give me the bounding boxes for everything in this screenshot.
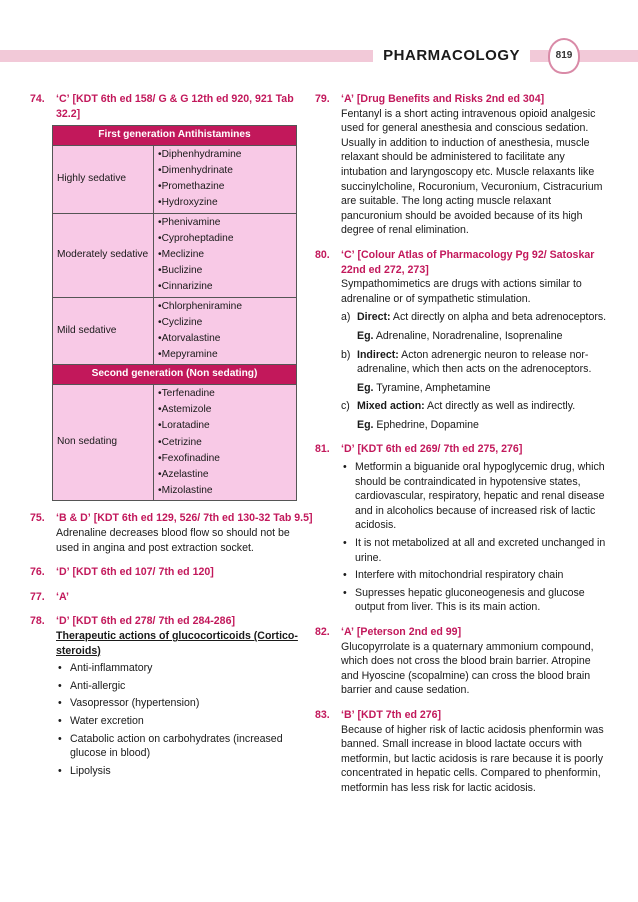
answer-text: Fentanyl is a short acting intravenous opioid analgesic used for general anesthesia and conscious sedation. Usually in addition to induction of anesthesia, muscle relaxant should be administered to facilitate any intubation and laryngoscopy etc. Muscle relaxants like succinylcholine, Rocuronium, Vecuronium, Cistracurium are suitable. The long acting muscle relaxant pancuronium should be avoided because of its high degree of renal elimination. [341,107,603,237]
question-number: 75. [30,512,45,525]
table-header-gen1: First generation Antihistamines [53,126,297,146]
drug-item: • Meclizine [158,247,292,263]
bullet-list [341,460,607,615]
drug-item: • Buclizine [158,263,292,279]
list-item: • Lipolysis [56,764,315,779]
eg-label: Eg. [357,329,374,342]
answer-key: ‘A’ [341,626,354,638]
drug-item: • Terfenadine [158,386,292,402]
question-74 [30,92,315,501]
question-number: 80. [315,248,330,261]
item-label: a) [341,311,351,324]
question-79 [315,92,607,238]
drug-item: • Cyclizine [158,315,292,331]
question-number: 83. [315,708,330,721]
drug-cell [154,385,297,501]
answer-key: ‘C’ [341,248,355,261]
drug-item: • Promethazine [158,179,292,195]
drug-item: • Dimenhydrinate [158,163,292,179]
item-text: Acton adrenergic neuron to release nor-adrenaline, which then acts on the adrenoceptors. [357,348,592,376]
table-row [53,145,297,213]
list-item: • Supresses hepatic gluconeogenesis and glucose output from liver. This is its main action. [341,586,607,615]
drug-item: • Chlorpheniramine [158,299,292,315]
answer-text: Adrenaline decreases blood flow so should not be used in angina and post extraction socket. [56,527,290,554]
eg-text: Tyramine, Amphetamine [373,381,491,394]
item-label: b) [341,348,351,361]
page-header [0,42,638,70]
drug-cell [154,145,297,213]
reference: [KDT 6th ed 107/ 7th ed 120] [72,566,214,579]
reference: [KDT 6th ed 269/ 7th ed 275, 276] [357,443,523,456]
question-number: 74. [30,93,45,105]
bullet-list [56,661,315,778]
answer-key: ‘A’ [341,93,354,105]
reference: [KDT 6th ed 278/ 7th ed 284-286] [72,615,235,628]
item-title: Indirect: [357,348,399,361]
category-cell: Moderately sedative [53,213,154,297]
answer-key: ‘D’ [56,566,70,579]
answer-key: ‘A’ [56,590,69,603]
section-heading: Therapeutic actions of glucocorticoids (Cortico-steroids) [56,630,298,657]
list-item: • Water excretion [56,714,315,729]
drug-item: • Cinnarizine [158,279,292,295]
table-header-gen2: Second generation (Non sedating) [53,365,297,385]
table-row [53,213,297,297]
drug-item: • Astemizole [158,402,292,418]
list-item [341,310,607,325]
list-item [341,348,607,377]
eg-label: Eg. [357,418,374,431]
question-number: 76. [30,566,45,579]
list-item: • Anti-inflammatory [56,661,315,676]
eg-text: Adrenaline, Noradrenaline, Isoprenaline [373,329,563,342]
reference: [Drug Benefits and Risks 2nd ed 304] [356,93,545,105]
drug-cell [154,297,297,365]
list-item: • Anti-allergic [56,679,315,694]
drug-item: • Fexofinadine [158,451,292,467]
category-cell: Non sedating [53,385,154,501]
answer-text: Because of higher risk of lactic acidosis phenformin was banned. Small increase in blood lactate occurs with metformin, but lactic acidosis is rare because it is poorly concentrated in hepatic cells. Compared to phenformin, metformin has less risk for lactic acidosis. [341,723,604,794]
left-column [30,92,315,788]
page-number: 819 [548,38,580,74]
question-number: 82. [315,626,330,638]
drug-item: • Atorvalastine [158,331,292,347]
reference: [KDT 7th ed 276] [357,708,442,721]
question-77 [30,590,315,605]
answer-key: ‘B & D’ [56,512,91,525]
drug-item: • Azelastine [158,467,292,483]
right-column [315,92,607,806]
list-item: • Catabolic action on carbohydrates (increased glucose in blood) [56,732,315,761]
question-78 [30,614,315,778]
eg-text: Ephedrine, Dopamine [373,418,479,431]
question-83 [315,708,607,796]
question-number: 79. [315,93,330,105]
drug-item: • Diphenhydramine [158,147,292,163]
question-number: 81. [315,443,330,456]
question-81 [315,442,607,615]
question-number: 77. [30,590,45,603]
drug-item: • Mizolastine [158,483,292,499]
drug-item: • Loratadine [158,418,292,434]
category-cell: Mild sedative [53,297,154,365]
question-82 [315,625,607,698]
question-76 [30,565,315,580]
category-cell: Highly sedative [53,145,154,213]
reference: [Peterson 2nd ed 99] [356,626,462,638]
answer-key: ‘C’ [56,93,70,105]
reference: [Colour Atlas of Pharmacology Pg 92/ Satoskar 22nd ed 272, 273] [341,248,595,276]
list-item [341,399,607,414]
reference: [KDT 6th ed 158/ G & G 12th ed 920, 921 Tab 32.2] [56,93,294,120]
answer-key: ‘D’ [341,443,355,456]
header-title: PHARMACOLOGY [373,44,530,68]
eg-label: Eg. [357,381,374,394]
item-title: Mixed action: [357,400,425,413]
answer-key: ‘B’ [341,708,355,721]
question-75 [30,511,315,555]
list-item: • It is not metabolized at all and excreted unchanged in urine. [341,536,607,565]
list-item: • Vasopressor (hypertension) [56,696,315,711]
header-bar [0,50,638,62]
list-item: • Interfere with mitochondrial respiratory chain [341,568,607,583]
drug-item: • Cetrizine [158,435,292,451]
antihistamine-table [52,125,297,501]
question-number: 78. [30,615,45,628]
drug-item: • Cyproheptadine [158,231,292,247]
table-row [53,385,297,501]
drug-item: • Hydroxyzine [158,195,292,211]
answer-text: Glucopyrrolate is a quaternary ammonium compound, which does not cross the blood brain barrier. Atropine and Hyoscine (scopalmine) can cross the blood brain barrier and cause sedation. [341,640,594,697]
table-row [53,297,297,365]
drug-item: • Phenivamine [158,215,292,231]
intro-text: Sympathomimetics are drugs with actions similar to adrenaline or of sympathetic stimulation. [341,278,582,305]
question-80 [315,248,607,433]
answer-key: ‘D’ [56,615,70,628]
item-text: Act directly on alpha and beta adrenoceptors. [390,311,607,324]
item-label: c) [341,400,350,413]
item-text: Act directly as well as indirectly. [424,400,576,413]
drug-cell [154,213,297,297]
reference: [KDT 6th ed 129, 526/ 7th ed 130-32 Tab 9.5] [93,512,313,525]
drug-item: • Mepyramine [158,347,292,363]
list-item: • Metformin a biguanide oral hypoglycemic drug, which should be contraindicated in hypotensive states, cardiovascular, respiratory, hepatic and renal disease and in alcoholics because of increased risk of lactic acidosis. [341,460,607,533]
item-title: Direct: [357,311,391,324]
